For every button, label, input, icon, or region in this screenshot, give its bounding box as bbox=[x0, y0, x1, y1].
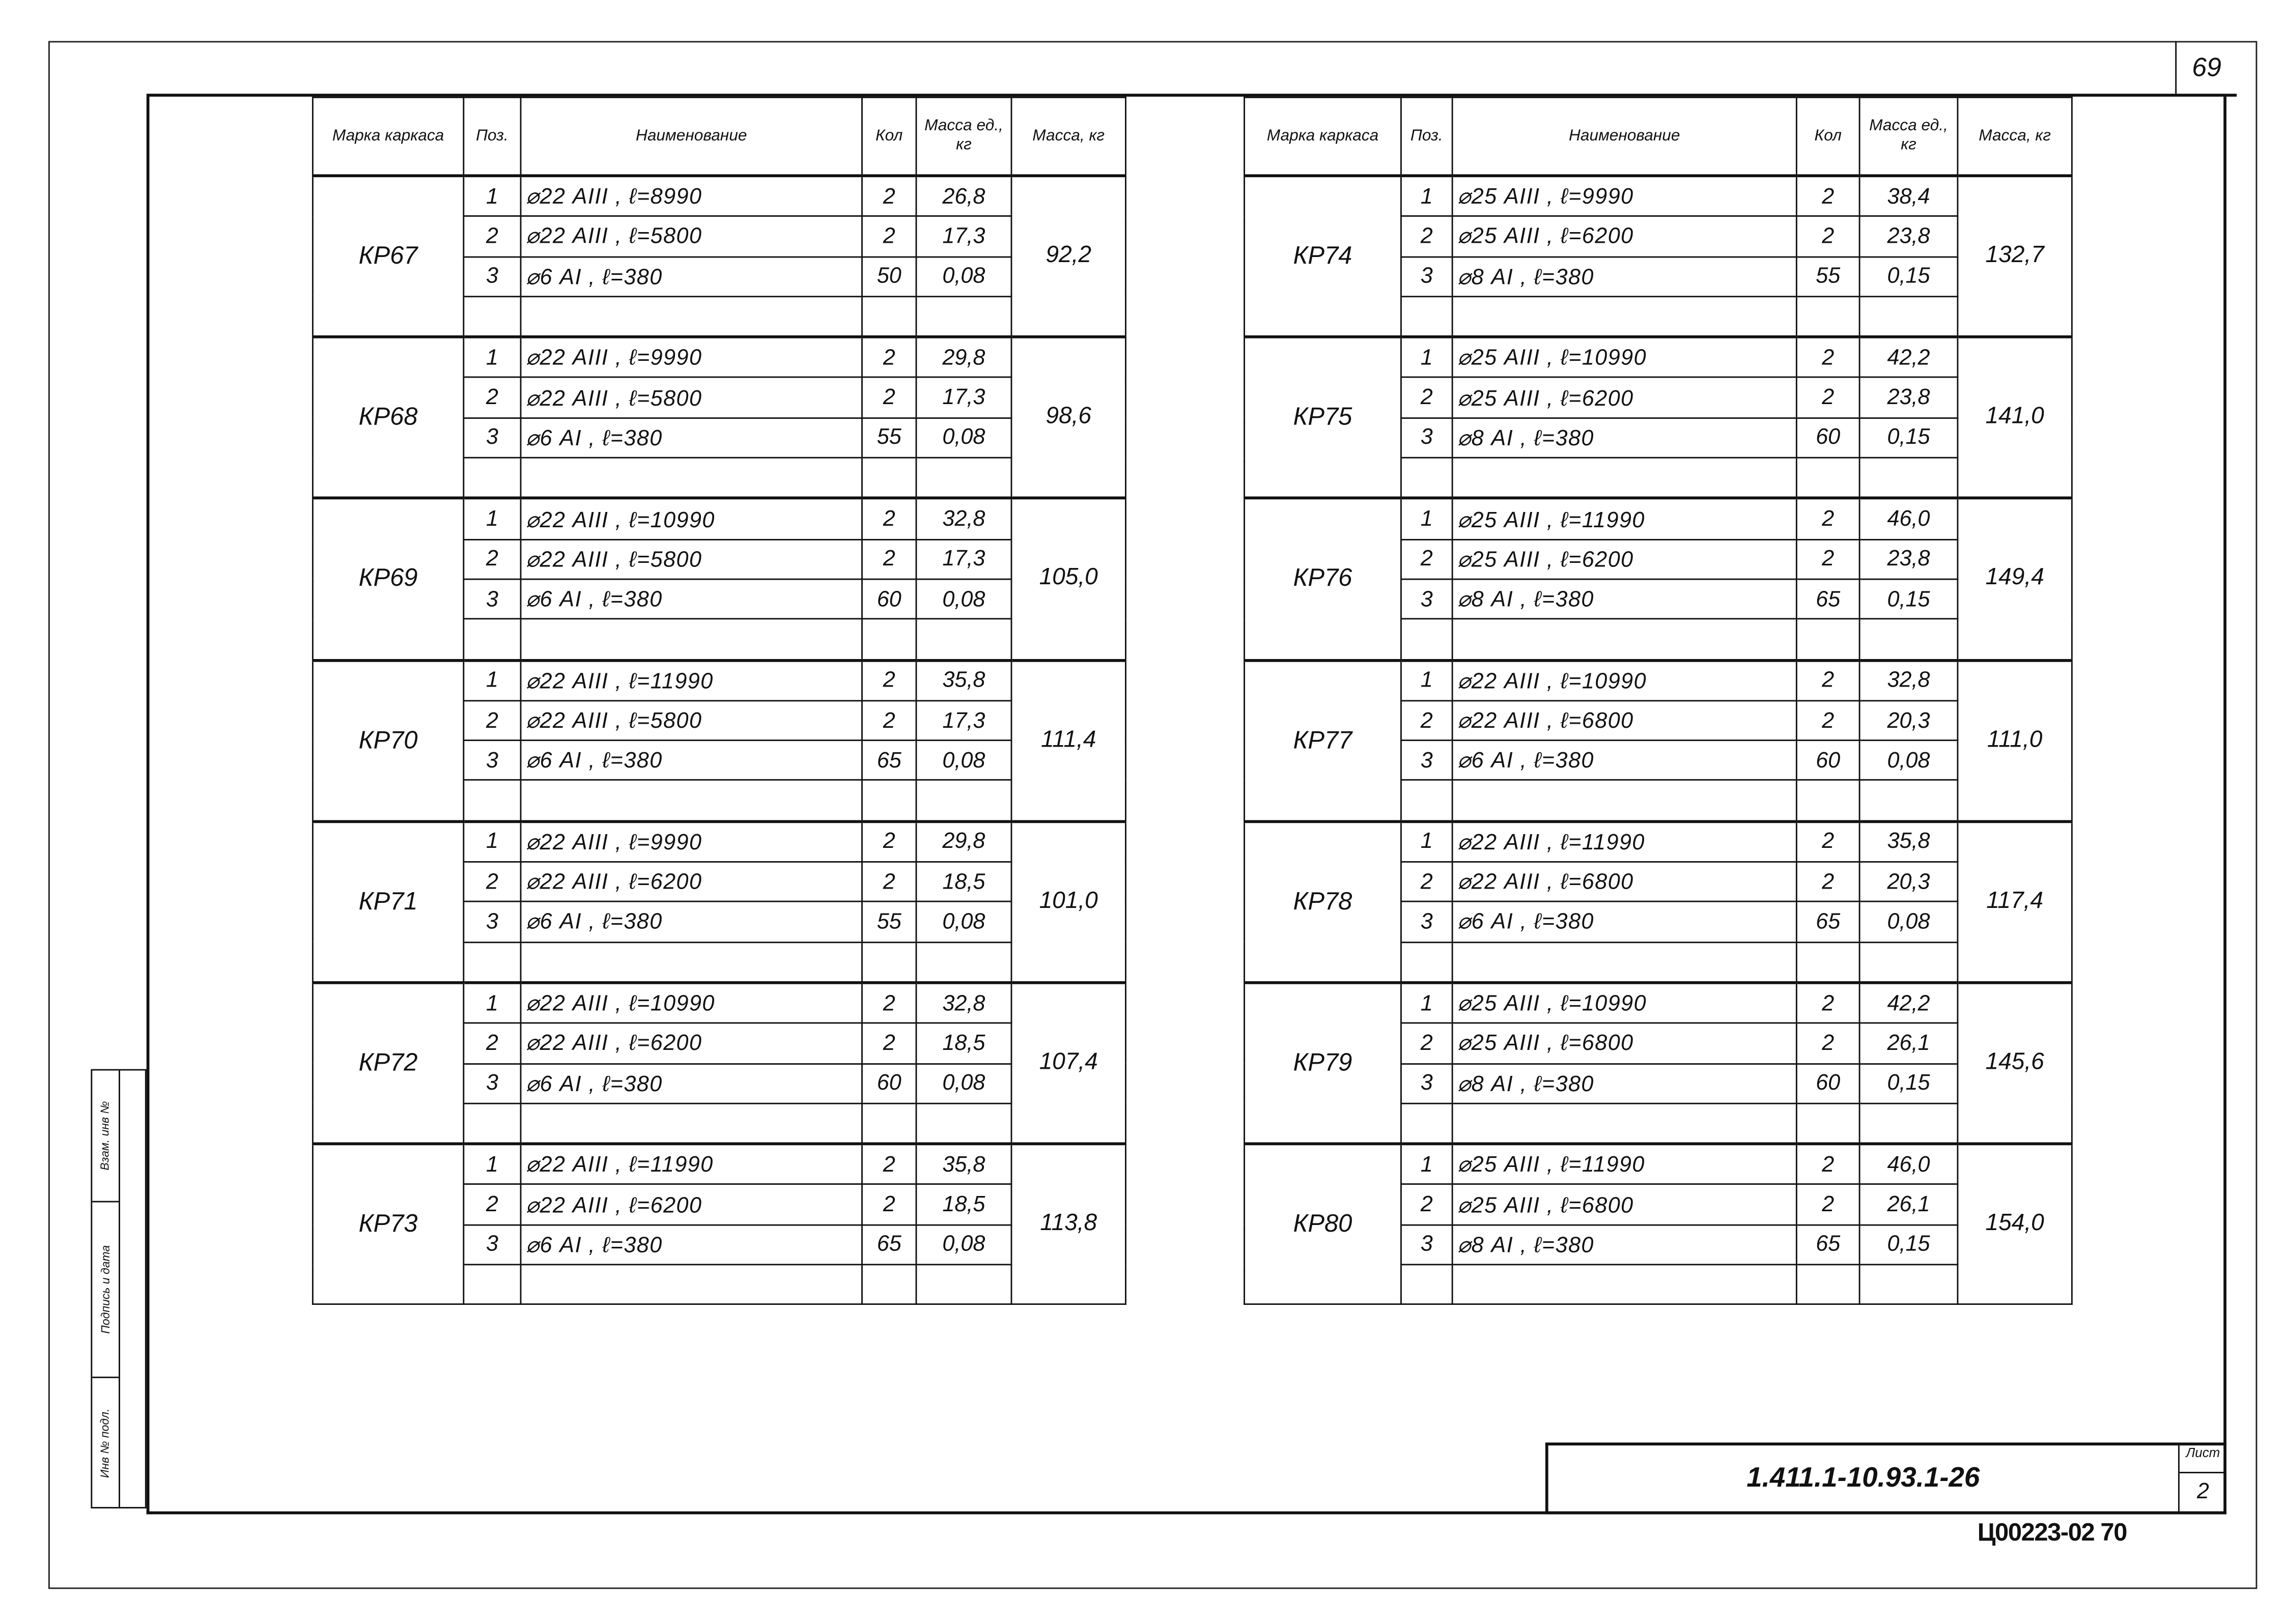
table-row bbox=[1245, 498, 2072, 539]
stamp-inv-original: Инв № подл. bbox=[99, 1408, 112, 1477]
position-cell: 3 bbox=[464, 257, 521, 297]
name-cell: ⌀25 АIII , ℓ=11990 bbox=[1452, 1144, 1796, 1185]
table-row bbox=[313, 1144, 1125, 1185]
quantity-cell: 2 bbox=[1796, 1023, 1859, 1064]
quantity-cell: 65 bbox=[1796, 1224, 1859, 1265]
empty-cell bbox=[1859, 296, 1958, 337]
unit-mass-cell: 32,8 bbox=[916, 498, 1011, 539]
frame-mark: КР69 bbox=[313, 498, 463, 660]
quantity-cell: 2 bbox=[862, 378, 916, 418]
quantity-cell: 65 bbox=[1796, 902, 1859, 942]
empty-cell bbox=[1796, 1103, 1859, 1144]
header-qty: Кол bbox=[862, 97, 916, 176]
quantity-cell: 2 bbox=[1796, 216, 1859, 257]
position-cell: 2 bbox=[1401, 216, 1452, 257]
empty-cell bbox=[521, 781, 862, 821]
unit-mass-cell: 0,08 bbox=[916, 740, 1011, 781]
unit-mass-cell: 42,2 bbox=[1859, 337, 1958, 378]
name-cell: ⌀22 АIII , ℓ=6200 bbox=[521, 862, 862, 902]
name-cell: ⌀22 АIII , ℓ=11990 bbox=[521, 1144, 862, 1185]
position-cell: 2 bbox=[1401, 701, 1452, 741]
title-block bbox=[1545, 1442, 2226, 1514]
unit-mass-cell: 26,1 bbox=[1859, 1023, 1958, 1064]
quantity-cell: 2 bbox=[862, 1144, 916, 1185]
unit-mass-cell: 42,2 bbox=[1859, 983, 1958, 1023]
position-cell: 3 bbox=[1401, 418, 1452, 458]
document-code: 1.411.1-10.93.1-26 bbox=[1746, 1462, 1980, 1493]
name-cell: ⌀25 АIII , ℓ=10990 bbox=[1452, 983, 1796, 1023]
header-name: Наименование bbox=[1452, 97, 1796, 176]
name-cell: ⌀22 АIII , ℓ=11990 bbox=[1452, 821, 1796, 862]
total-mass: 107,4 bbox=[1011, 983, 1125, 1144]
empty-cell bbox=[1859, 619, 1958, 660]
unit-mass-cell: 46,0 bbox=[1859, 1144, 1958, 1185]
position-cell: 2 bbox=[464, 539, 521, 579]
position-cell: 3 bbox=[464, 1224, 521, 1265]
empty-cell bbox=[1452, 296, 1796, 337]
position-cell: 2 bbox=[1401, 1023, 1452, 1064]
unit-mass-cell: 29,8 bbox=[916, 821, 1011, 862]
quantity-cell: 55 bbox=[862, 418, 916, 458]
empty-cell bbox=[1401, 458, 1452, 498]
empty-cell bbox=[862, 781, 916, 821]
unit-mass-cell: 0,15 bbox=[1859, 418, 1958, 458]
empty-cell bbox=[1452, 781, 1796, 821]
unit-mass-cell: 18,5 bbox=[916, 1185, 1011, 1225]
quantity-cell: 2 bbox=[1796, 862, 1859, 902]
name-cell: ⌀25 АIII , ℓ=6800 bbox=[1452, 1185, 1796, 1225]
empty-cell bbox=[1859, 458, 1958, 498]
quantity-cell: 65 bbox=[1796, 579, 1859, 619]
position-cell: 1 bbox=[1401, 821, 1452, 862]
empty-cell bbox=[521, 1265, 862, 1305]
empty-cell bbox=[1452, 1265, 1796, 1305]
table-row bbox=[1245, 660, 2072, 701]
position-cell: 1 bbox=[464, 660, 521, 701]
quantity-cell: 2 bbox=[862, 539, 916, 579]
position-cell: 1 bbox=[464, 1144, 521, 1185]
name-cell: ⌀6 АI , ℓ=380 bbox=[521, 902, 862, 942]
frame-mark: КР72 bbox=[313, 983, 463, 1144]
position-cell: 1 bbox=[1401, 660, 1452, 701]
empty-cell bbox=[1401, 1103, 1452, 1144]
unit-mass-cell: 0,08 bbox=[916, 579, 1011, 619]
table-row bbox=[313, 821, 1125, 862]
empty-cell bbox=[1401, 296, 1452, 337]
name-cell: ⌀8 АI , ℓ=380 bbox=[1452, 1063, 1796, 1103]
empty-cell bbox=[1796, 458, 1859, 498]
quantity-cell: 2 bbox=[1796, 1185, 1859, 1225]
position-cell: 1 bbox=[464, 176, 521, 216]
position-cell: 1 bbox=[464, 498, 521, 539]
quantity-cell: 2 bbox=[862, 821, 916, 862]
table-row bbox=[1245, 176, 2072, 216]
position-cell: 2 bbox=[1401, 1185, 1452, 1225]
position-cell: 1 bbox=[464, 821, 521, 862]
position-cell: 2 bbox=[464, 378, 521, 418]
frame-mark: КР79 bbox=[1245, 983, 1401, 1144]
empty-cell bbox=[1401, 1265, 1452, 1305]
position-cell: 3 bbox=[1401, 902, 1452, 942]
empty-cell bbox=[464, 1103, 521, 1144]
frame-mark: КР77 bbox=[1245, 660, 1401, 821]
name-cell: ⌀22 АIII , ℓ=6800 bbox=[1452, 862, 1796, 902]
name-cell: ⌀25 АIII , ℓ=6200 bbox=[1452, 378, 1796, 418]
empty-cell bbox=[521, 458, 862, 498]
position-cell: 1 bbox=[1401, 1144, 1452, 1185]
position-cell: 1 bbox=[1401, 983, 1452, 1023]
frame-mark: КР68 bbox=[313, 337, 463, 498]
unit-mass-cell: 35,8 bbox=[916, 1144, 1011, 1185]
page-number: 69 bbox=[2175, 41, 2237, 94]
empty-cell bbox=[862, 619, 916, 660]
frame-mark: КР78 bbox=[1245, 821, 1401, 983]
unit-mass-cell: 17,3 bbox=[916, 378, 1011, 418]
empty-cell bbox=[1452, 458, 1796, 498]
quantity-cell: 60 bbox=[862, 579, 916, 619]
position-cell: 2 bbox=[464, 1023, 521, 1064]
position-cell: 2 bbox=[464, 216, 521, 257]
unit-mass-cell: 0,08 bbox=[916, 418, 1011, 458]
empty-cell bbox=[1859, 1103, 1958, 1144]
total-mass: 149,4 bbox=[1958, 498, 2072, 660]
quantity-cell: 2 bbox=[1796, 337, 1859, 378]
unit-mass-cell: 18,5 bbox=[916, 1023, 1011, 1064]
frame-mark: КР80 bbox=[1245, 1144, 1401, 1305]
header-qty: Кол bbox=[1796, 97, 1859, 176]
empty-cell bbox=[862, 1265, 916, 1305]
empty-cell bbox=[464, 781, 521, 821]
name-cell: ⌀6 АI , ℓ=380 bbox=[1452, 902, 1796, 942]
position-cell: 1 bbox=[464, 337, 521, 378]
total-mass: 105,0 bbox=[1011, 498, 1125, 660]
empty-cell bbox=[916, 458, 1011, 498]
empty-cell bbox=[464, 458, 521, 498]
unit-mass-cell: 17,3 bbox=[916, 539, 1011, 579]
frame-mark: КР73 bbox=[313, 1144, 463, 1305]
quantity-cell: 2 bbox=[862, 862, 916, 902]
unit-mass-cell: 35,8 bbox=[1859, 821, 1958, 862]
unit-mass-cell: 46,0 bbox=[1859, 498, 1958, 539]
header-total-mass: Масса, кг bbox=[1011, 97, 1125, 176]
name-cell: ⌀22 АIII , ℓ=6800 bbox=[1452, 701, 1796, 741]
table-row bbox=[313, 498, 1125, 539]
table-row bbox=[313, 176, 1125, 216]
name-cell: ⌀8 АI , ℓ=380 bbox=[1452, 418, 1796, 458]
name-cell: ⌀6 АI , ℓ=380 bbox=[521, 1224, 862, 1265]
empty-cell bbox=[916, 619, 1011, 660]
name-cell: ⌀6 АI , ℓ=380 bbox=[521, 257, 862, 297]
quantity-cell: 2 bbox=[862, 660, 916, 701]
name-cell: ⌀22 АIII , ℓ=9990 bbox=[521, 337, 862, 378]
empty-cell bbox=[1796, 1265, 1859, 1305]
header-name: Наименование bbox=[521, 97, 862, 176]
name-cell: ⌀22 АIII , ℓ=9990 bbox=[521, 821, 862, 862]
quantity-cell: 2 bbox=[1796, 498, 1859, 539]
unit-mass-cell: 29,8 bbox=[916, 337, 1011, 378]
header-unit-mass: Масса ед., кг bbox=[916, 97, 1011, 176]
quantity-cell: 2 bbox=[862, 498, 916, 539]
unit-mass-cell: 0,15 bbox=[1859, 1063, 1958, 1103]
name-cell: ⌀22 АIII , ℓ=10990 bbox=[521, 983, 862, 1023]
name-cell: ⌀6 АI , ℓ=380 bbox=[521, 418, 862, 458]
unit-mass-cell: 35,8 bbox=[916, 660, 1011, 701]
name-cell: ⌀25 АIII , ℓ=6200 bbox=[1452, 539, 1796, 579]
spec-table-right bbox=[1244, 97, 2073, 1305]
unit-mass-cell: 0,08 bbox=[1859, 740, 1958, 781]
unit-mass-cell: 17,3 bbox=[916, 701, 1011, 741]
empty-cell bbox=[1452, 942, 1796, 983]
quantity-cell: 2 bbox=[1796, 821, 1859, 862]
side-stamp bbox=[91, 1069, 146, 1508]
empty-cell bbox=[1452, 619, 1796, 660]
name-cell: ⌀22 АIII , ℓ=5800 bbox=[521, 216, 862, 257]
unit-mass-cell: 20,3 bbox=[1859, 862, 1958, 902]
unit-mass-cell: 0,08 bbox=[916, 1063, 1011, 1103]
unit-mass-cell: 0,08 bbox=[916, 1224, 1011, 1265]
total-mass: 154,0 bbox=[1958, 1144, 2072, 1305]
unit-mass-cell: 23,8 bbox=[1859, 216, 1958, 257]
quantity-cell: 55 bbox=[1796, 257, 1859, 297]
unit-mass-cell: 0,15 bbox=[1859, 1224, 1958, 1265]
spec-table-left bbox=[312, 97, 1126, 1305]
unit-mass-cell: 26,1 bbox=[1859, 1185, 1958, 1225]
empty-cell bbox=[521, 296, 862, 337]
position-cell: 2 bbox=[1401, 378, 1452, 418]
quantity-cell: 50 bbox=[862, 257, 916, 297]
quantity-cell: 65 bbox=[862, 740, 916, 781]
position-cell: 3 bbox=[464, 418, 521, 458]
header-mark: Марка каркаса bbox=[1245, 97, 1401, 176]
name-cell: ⌀6 АI , ℓ=380 bbox=[1452, 740, 1796, 781]
unit-mass-cell: 26,8 bbox=[916, 176, 1011, 216]
quantity-cell: 2 bbox=[862, 701, 916, 741]
position-cell: 3 bbox=[1401, 1224, 1452, 1265]
empty-cell bbox=[521, 1103, 862, 1144]
position-cell: 3 bbox=[464, 579, 521, 619]
empty-cell bbox=[862, 1103, 916, 1144]
empty-cell bbox=[916, 1103, 1011, 1144]
sheet-label: Лист bbox=[2180, 1445, 2226, 1473]
empty-cell bbox=[862, 296, 916, 337]
quantity-cell: 55 bbox=[862, 902, 916, 942]
sheet-cell bbox=[2178, 1445, 2226, 1511]
empty-cell bbox=[1796, 942, 1859, 983]
name-cell: ⌀25 АIII , ℓ=6800 bbox=[1452, 1023, 1796, 1064]
empty-cell bbox=[1452, 1103, 1796, 1144]
unit-mass-cell: 38,4 bbox=[1859, 176, 1958, 216]
position-cell: 3 bbox=[1401, 740, 1452, 781]
position-cell: 2 bbox=[464, 862, 521, 902]
empty-cell bbox=[862, 458, 916, 498]
name-cell: ⌀22 АIII , ℓ=5800 bbox=[521, 539, 862, 579]
quantity-cell: 60 bbox=[862, 1063, 916, 1103]
position-cell: 3 bbox=[464, 1063, 521, 1103]
empty-cell bbox=[1796, 781, 1859, 821]
position-cell: 3 bbox=[464, 740, 521, 781]
quantity-cell: 2 bbox=[862, 337, 916, 378]
empty-cell bbox=[464, 942, 521, 983]
name-cell: ⌀8 АI , ℓ=380 bbox=[1452, 257, 1796, 297]
quantity-cell: 2 bbox=[862, 983, 916, 1023]
total-mass: 117,4 bbox=[1958, 821, 2072, 983]
empty-cell bbox=[1796, 619, 1859, 660]
quantity-cell: 2 bbox=[862, 176, 916, 216]
table-row bbox=[1245, 821, 2072, 862]
unit-mass-cell: 32,8 bbox=[1859, 660, 1958, 701]
total-mass: 111,4 bbox=[1011, 660, 1125, 821]
quantity-cell: 60 bbox=[1796, 740, 1859, 781]
name-cell: ⌀22 АIII , ℓ=6200 bbox=[521, 1023, 862, 1064]
name-cell: ⌀25 АIII , ℓ=11990 bbox=[1452, 498, 1796, 539]
position-cell: 1 bbox=[1401, 337, 1452, 378]
empty-cell bbox=[1859, 1265, 1958, 1305]
frame-mark: КР70 bbox=[313, 660, 463, 821]
quantity-cell: 2 bbox=[862, 216, 916, 257]
total-mass: 141,0 bbox=[1958, 337, 2072, 498]
quantity-cell: 65 bbox=[862, 1224, 916, 1265]
quantity-cell: 60 bbox=[1796, 418, 1859, 458]
header-total-mass: Масса, кг bbox=[1958, 97, 2072, 176]
quantity-cell: 2 bbox=[1796, 983, 1859, 1023]
frame-mark: КР67 bbox=[313, 176, 463, 337]
name-cell: ⌀22 АIII , ℓ=5800 bbox=[521, 701, 862, 741]
total-mass: 113,8 bbox=[1011, 1144, 1125, 1305]
sheet-number: 2 bbox=[2196, 1479, 2209, 1504]
table-row bbox=[1245, 1144, 2072, 1185]
empty-cell bbox=[1796, 296, 1859, 337]
total-mass: 98,6 bbox=[1011, 337, 1125, 498]
name-cell: ⌀25 АIII , ℓ=9990 bbox=[1452, 176, 1796, 216]
frame-mark: КР76 bbox=[1245, 498, 1401, 660]
header-pos: Поз. bbox=[464, 97, 521, 176]
empty-cell bbox=[1401, 781, 1452, 821]
header-mark: Марка каркаса bbox=[313, 97, 463, 176]
quantity-cell: 2 bbox=[1796, 539, 1859, 579]
empty-cell bbox=[916, 1265, 1011, 1305]
name-cell: ⌀22 АIII , ℓ=6200 bbox=[521, 1185, 862, 1225]
position-cell: 3 bbox=[1401, 257, 1452, 297]
position-cell: 2 bbox=[464, 1185, 521, 1225]
unit-mass-cell: 32,8 bbox=[916, 983, 1011, 1023]
position-cell: 3 bbox=[464, 902, 521, 942]
name-cell: ⌀22 АIII , ℓ=8990 bbox=[521, 176, 862, 216]
name-cell: ⌀22 АIII , ℓ=11990 bbox=[521, 660, 862, 701]
name-cell: ⌀22 АIII , ℓ=10990 bbox=[521, 498, 862, 539]
empty-cell bbox=[1401, 619, 1452, 660]
table-row bbox=[1245, 337, 2072, 378]
unit-mass-cell: 17,3 bbox=[916, 216, 1011, 257]
empty-cell bbox=[521, 942, 862, 983]
unit-mass-cell: 0,08 bbox=[916, 257, 1011, 297]
unit-mass-cell: 0,15 bbox=[1859, 257, 1958, 297]
archive-number: Ц00223-02 70 bbox=[1977, 1519, 2127, 1547]
unit-mass-cell: 20,3 bbox=[1859, 701, 1958, 741]
table-row bbox=[313, 337, 1125, 378]
unit-mass-cell: 23,8 bbox=[1859, 539, 1958, 579]
empty-cell bbox=[916, 942, 1011, 983]
unit-mass-cell: 0,08 bbox=[916, 902, 1011, 942]
empty-cell bbox=[464, 296, 521, 337]
total-mass: 92,2 bbox=[1011, 176, 1125, 337]
unit-mass-cell: 0,08 bbox=[1859, 902, 1958, 942]
total-mass: 145,6 bbox=[1958, 983, 2072, 1144]
total-mass: 111,0 bbox=[1958, 660, 2072, 821]
quantity-cell: 2 bbox=[1796, 176, 1859, 216]
stamp-divider bbox=[119, 1071, 120, 1507]
position-cell: 2 bbox=[1401, 539, 1452, 579]
header-row bbox=[313, 97, 1125, 176]
header-row bbox=[1245, 97, 2072, 176]
frame-mark: КР71 bbox=[313, 821, 463, 983]
name-cell: ⌀6 АI , ℓ=380 bbox=[521, 1063, 862, 1103]
stamp-signature-date: Подпись и дата bbox=[92, 1203, 119, 1378]
name-cell: ⌀6 АI , ℓ=380 bbox=[521, 740, 862, 781]
position-cell: 2 bbox=[464, 701, 521, 741]
frame-mark: КР74 bbox=[1245, 176, 1401, 337]
table-row bbox=[1245, 983, 2072, 1023]
empty-cell bbox=[521, 619, 862, 660]
name-cell: ⌀8 АI , ℓ=380 bbox=[1452, 1224, 1796, 1265]
position-cell: 1 bbox=[1401, 176, 1452, 216]
quantity-cell: 2 bbox=[1796, 660, 1859, 701]
empty-cell bbox=[464, 1265, 521, 1305]
frame-mark: КР75 bbox=[1245, 337, 1401, 498]
name-cell: ⌀6 АI , ℓ=380 bbox=[521, 579, 862, 619]
name-cell: ⌀22 АIII , ℓ=10990 bbox=[1452, 660, 1796, 701]
empty-cell bbox=[916, 296, 1011, 337]
position-cell: 1 bbox=[464, 983, 521, 1023]
header-pos: Поз. bbox=[1401, 97, 1452, 176]
empty-cell bbox=[916, 781, 1011, 821]
empty-cell bbox=[1401, 942, 1452, 983]
unit-mass-cell: 18,5 bbox=[916, 862, 1011, 902]
stamp-replaces-inv: Взам. инв № bbox=[92, 1071, 119, 1203]
unit-mass-cell: 23,8 bbox=[1859, 378, 1958, 418]
quantity-cell: 2 bbox=[1796, 701, 1859, 741]
position-cell: 1 bbox=[1401, 498, 1452, 539]
name-cell: ⌀25 АIII , ℓ=10990 bbox=[1452, 337, 1796, 378]
table-row bbox=[313, 660, 1125, 701]
unit-mass-cell: 0,15 bbox=[1859, 579, 1958, 619]
empty-cell bbox=[464, 619, 521, 660]
empty-cell bbox=[1859, 781, 1958, 821]
empty-cell bbox=[1859, 942, 1958, 983]
quantity-cell: 2 bbox=[1796, 1144, 1859, 1185]
name-cell: ⌀25 АIII , ℓ=6200 bbox=[1452, 216, 1796, 257]
quantity-cell: 2 bbox=[862, 1185, 916, 1225]
quantity-cell: 60 bbox=[1796, 1063, 1859, 1103]
table-row bbox=[313, 983, 1125, 1023]
name-cell: ⌀22 АIII , ℓ=5800 bbox=[521, 378, 862, 418]
total-mass: 101,0 bbox=[1011, 821, 1125, 983]
position-cell: 2 bbox=[1401, 862, 1452, 902]
quantity-cell: 2 bbox=[1796, 378, 1859, 418]
quantity-cell: 2 bbox=[862, 1023, 916, 1064]
header-unit-mass: Масса ед., кг bbox=[1859, 97, 1958, 176]
name-cell: ⌀8 АI , ℓ=380 bbox=[1452, 579, 1796, 619]
position-cell: 3 bbox=[1401, 579, 1452, 619]
empty-cell bbox=[862, 942, 916, 983]
total-mass: 132,7 bbox=[1958, 176, 2072, 337]
position-cell: 3 bbox=[1401, 1063, 1452, 1103]
